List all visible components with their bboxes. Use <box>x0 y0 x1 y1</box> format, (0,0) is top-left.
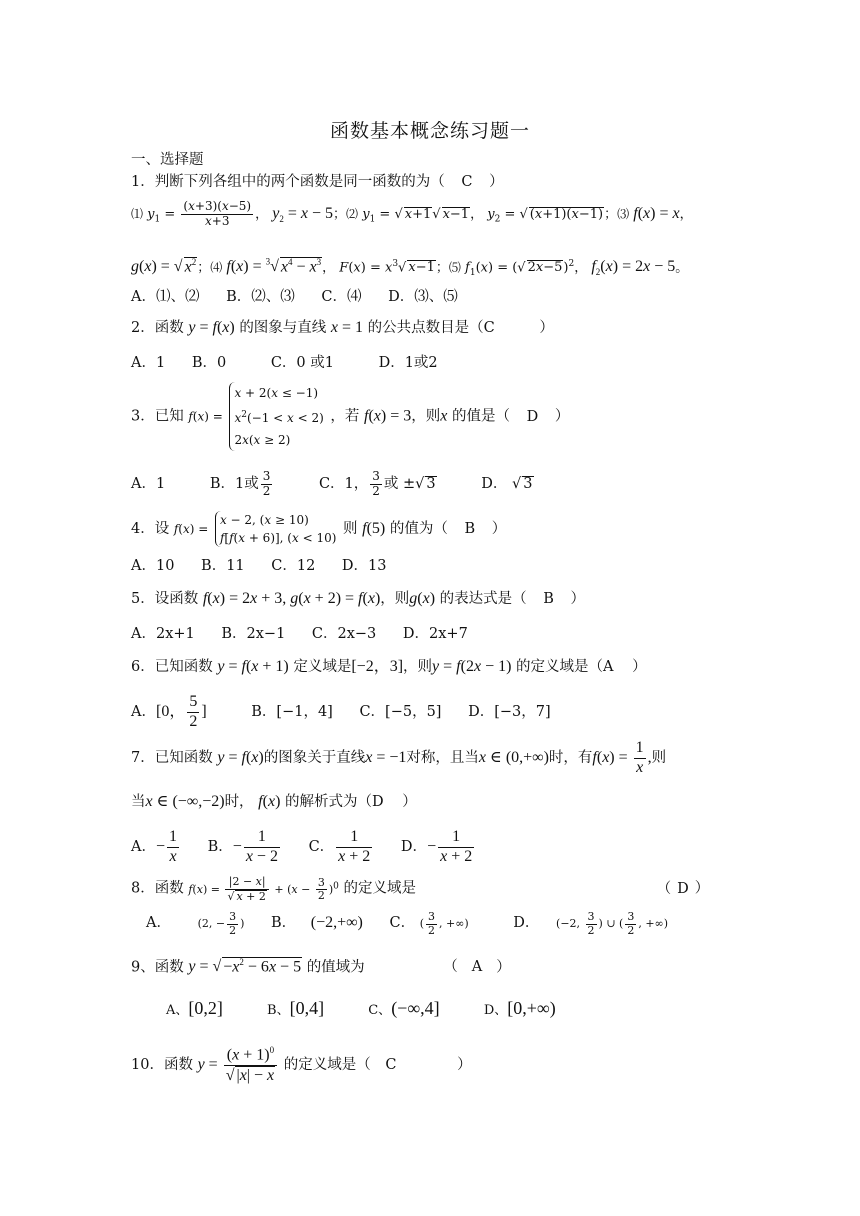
question-1-option-b: B．⑵、⑶ <box>226 289 295 305</box>
question-7-answer: D <box>372 794 384 810</box>
question-4-piecewise: x − 2, (x ≥ 10) f[f(x + 6)], (x < 10) <box>215 511 336 547</box>
question-9-stem: 9、函数 y = √ $-x^2 - 6x - 5$ 的值域为 （ A ） <box>131 957 511 976</box>
question-8-options: A． (2, − $\frac{3}{2}$ ) B． (−2,+∞) C． ( $\frac{3}{2}$ , +∞) D． (−2, $\frac{3}{2}$ ) ∪ ( $\frac{3}{2}$ , +∞) <box>146 909 668 937</box>
question-7-options: A．− $\frac{1}{x}$ B．− $\frac{1}{x - 2}$ C． $\frac{1}{x + 2}$ D．− $\frac{1}{x + 2}$ <box>131 828 473 865</box>
question-1-option-a: A．⑴、⑵ <box>131 289 200 305</box>
question-5-stem: 5．设函数 f(x) = 2x + 3, g(x + 2) = f(x)，则g(x) 的表达式是（ B ） <box>131 590 586 607</box>
question-3-options: A．1 B．1或 $\frac{3}{2}$ C．1， $\frac{3}{2}$ 或 ±√ 3 D． √ 3 <box>131 468 533 498</box>
section-heading: 一、选择题 <box>131 152 204 168</box>
question-3-piecewise: x + 2(x ≤ −1) $x^2(-1 < x < 2)$ 2x(x ≥ 2) <box>229 382 323 451</box>
question-5-options: A．2x+1 B．2x−1 C．2x−3 D．2x+7 <box>131 626 468 642</box>
question-1-option-d: D．⑶、⑸ <box>388 289 458 305</box>
question-4-options: A．10 B．11 C．12 D．13 <box>131 558 387 574</box>
question-9-answer: A <box>471 959 483 976</box>
question-10-answer: C <box>385 1057 397 1073</box>
question-4-answer: B <box>464 521 476 537</box>
question-10-stem: 10．函数 y = $\frac{(x + 1)^0}{√ |x| - x}$ 的定义域是（ C ） <box>131 1045 472 1084</box>
question-9-options: A、[0,2] B、[0,4] C、(−∞,4] D、[0,+∞) <box>166 998 556 1018</box>
question-5-answer: B <box>543 591 554 607</box>
question-2-answer: C <box>483 320 495 336</box>
question-2-options: A．1 B．0 C．0 或1 D．1或2 <box>131 355 438 371</box>
question-1-pairs-line2: g(x) = √ $x^2$；⑷ f(x) = $^3$√ $x^4 - x^3$， $F(x) = x^3√$ x−1；⑸ $f_1(x)$ = (√ 2x−5)$^2$， $f_2(x) = 2x - 5$。 <box>131 257 689 278</box>
question-6-options: A．[0， $\frac{5}{2}$ ] B．[−1，4] C．[−5，5] D．[−3，7] <box>131 693 551 730</box>
question-6-stem: 6．已知函数 y = f(x + 1) 定义域是[−2，3]，则y = f(2x − 1) 的定义域是（A ） <box>131 658 647 675</box>
question-8-answer: D <box>677 880 689 897</box>
page-title: 函数基本概念练习题一 <box>329 120 530 142</box>
question-7-stem-line2: 当x ∈ (−∞,−2)时， f(x) 的解析式为（D ） <box>131 793 417 810</box>
question-6-answer: A <box>603 659 614 675</box>
question-2-stem: 2．函数 y = f(x) 的图象与直线 x = 1 的公共点数目是（C ） <box>131 319 554 336</box>
question-3-stem: 3．已知 f(x) = x + 2(x ≤ −1) $x^2(-1 < x < 2)$ 2x(x ≥ 2) ，若 f(x) = 3，则x 的值是（ D ） <box>131 382 771 451</box>
question-1-stem: 1．判断下列各组中的两个函数是同一函数的为（ C ） <box>131 174 504 190</box>
question-3-answer: D <box>526 408 539 425</box>
question-1-options <box>131 287 771 307</box>
question-8-stem: 8．函数 f(x) = $\frac{|2 - x|}{√ x + 2}$ + (x − $\frac{3}{2}$ )$^0$ 的定义域是 （ D ） <box>131 875 710 903</box>
question-1-option-c: C．⑷ <box>321 289 362 305</box>
question-1-pairs-line1: ⑴ $y_1$ = $\frac{(x+3)(x-5)}{x+3}$ ， $y_2 = x - 5$；⑵ $y_1$ = √ x+1√ x−1， $y_2$ = √ (x+1)(x−1)；⑶ f(x) = x， <box>131 199 693 228</box>
question-1-answer: C <box>461 174 473 190</box>
question-7-stem: 7．已知函数 y = f(x)的图象关于直线x = −1对称，且当x ∈ (0,+∞)时，有f(x) = $\frac{1}{x}$ ,则 <box>131 739 667 776</box>
question-4-stem: 4．设 f(x) = x − 2, (x ≥ 10) f[f(x + 6)], (x < 10) 则 f(5) 的值为（ B ） <box>131 513 507 545</box>
